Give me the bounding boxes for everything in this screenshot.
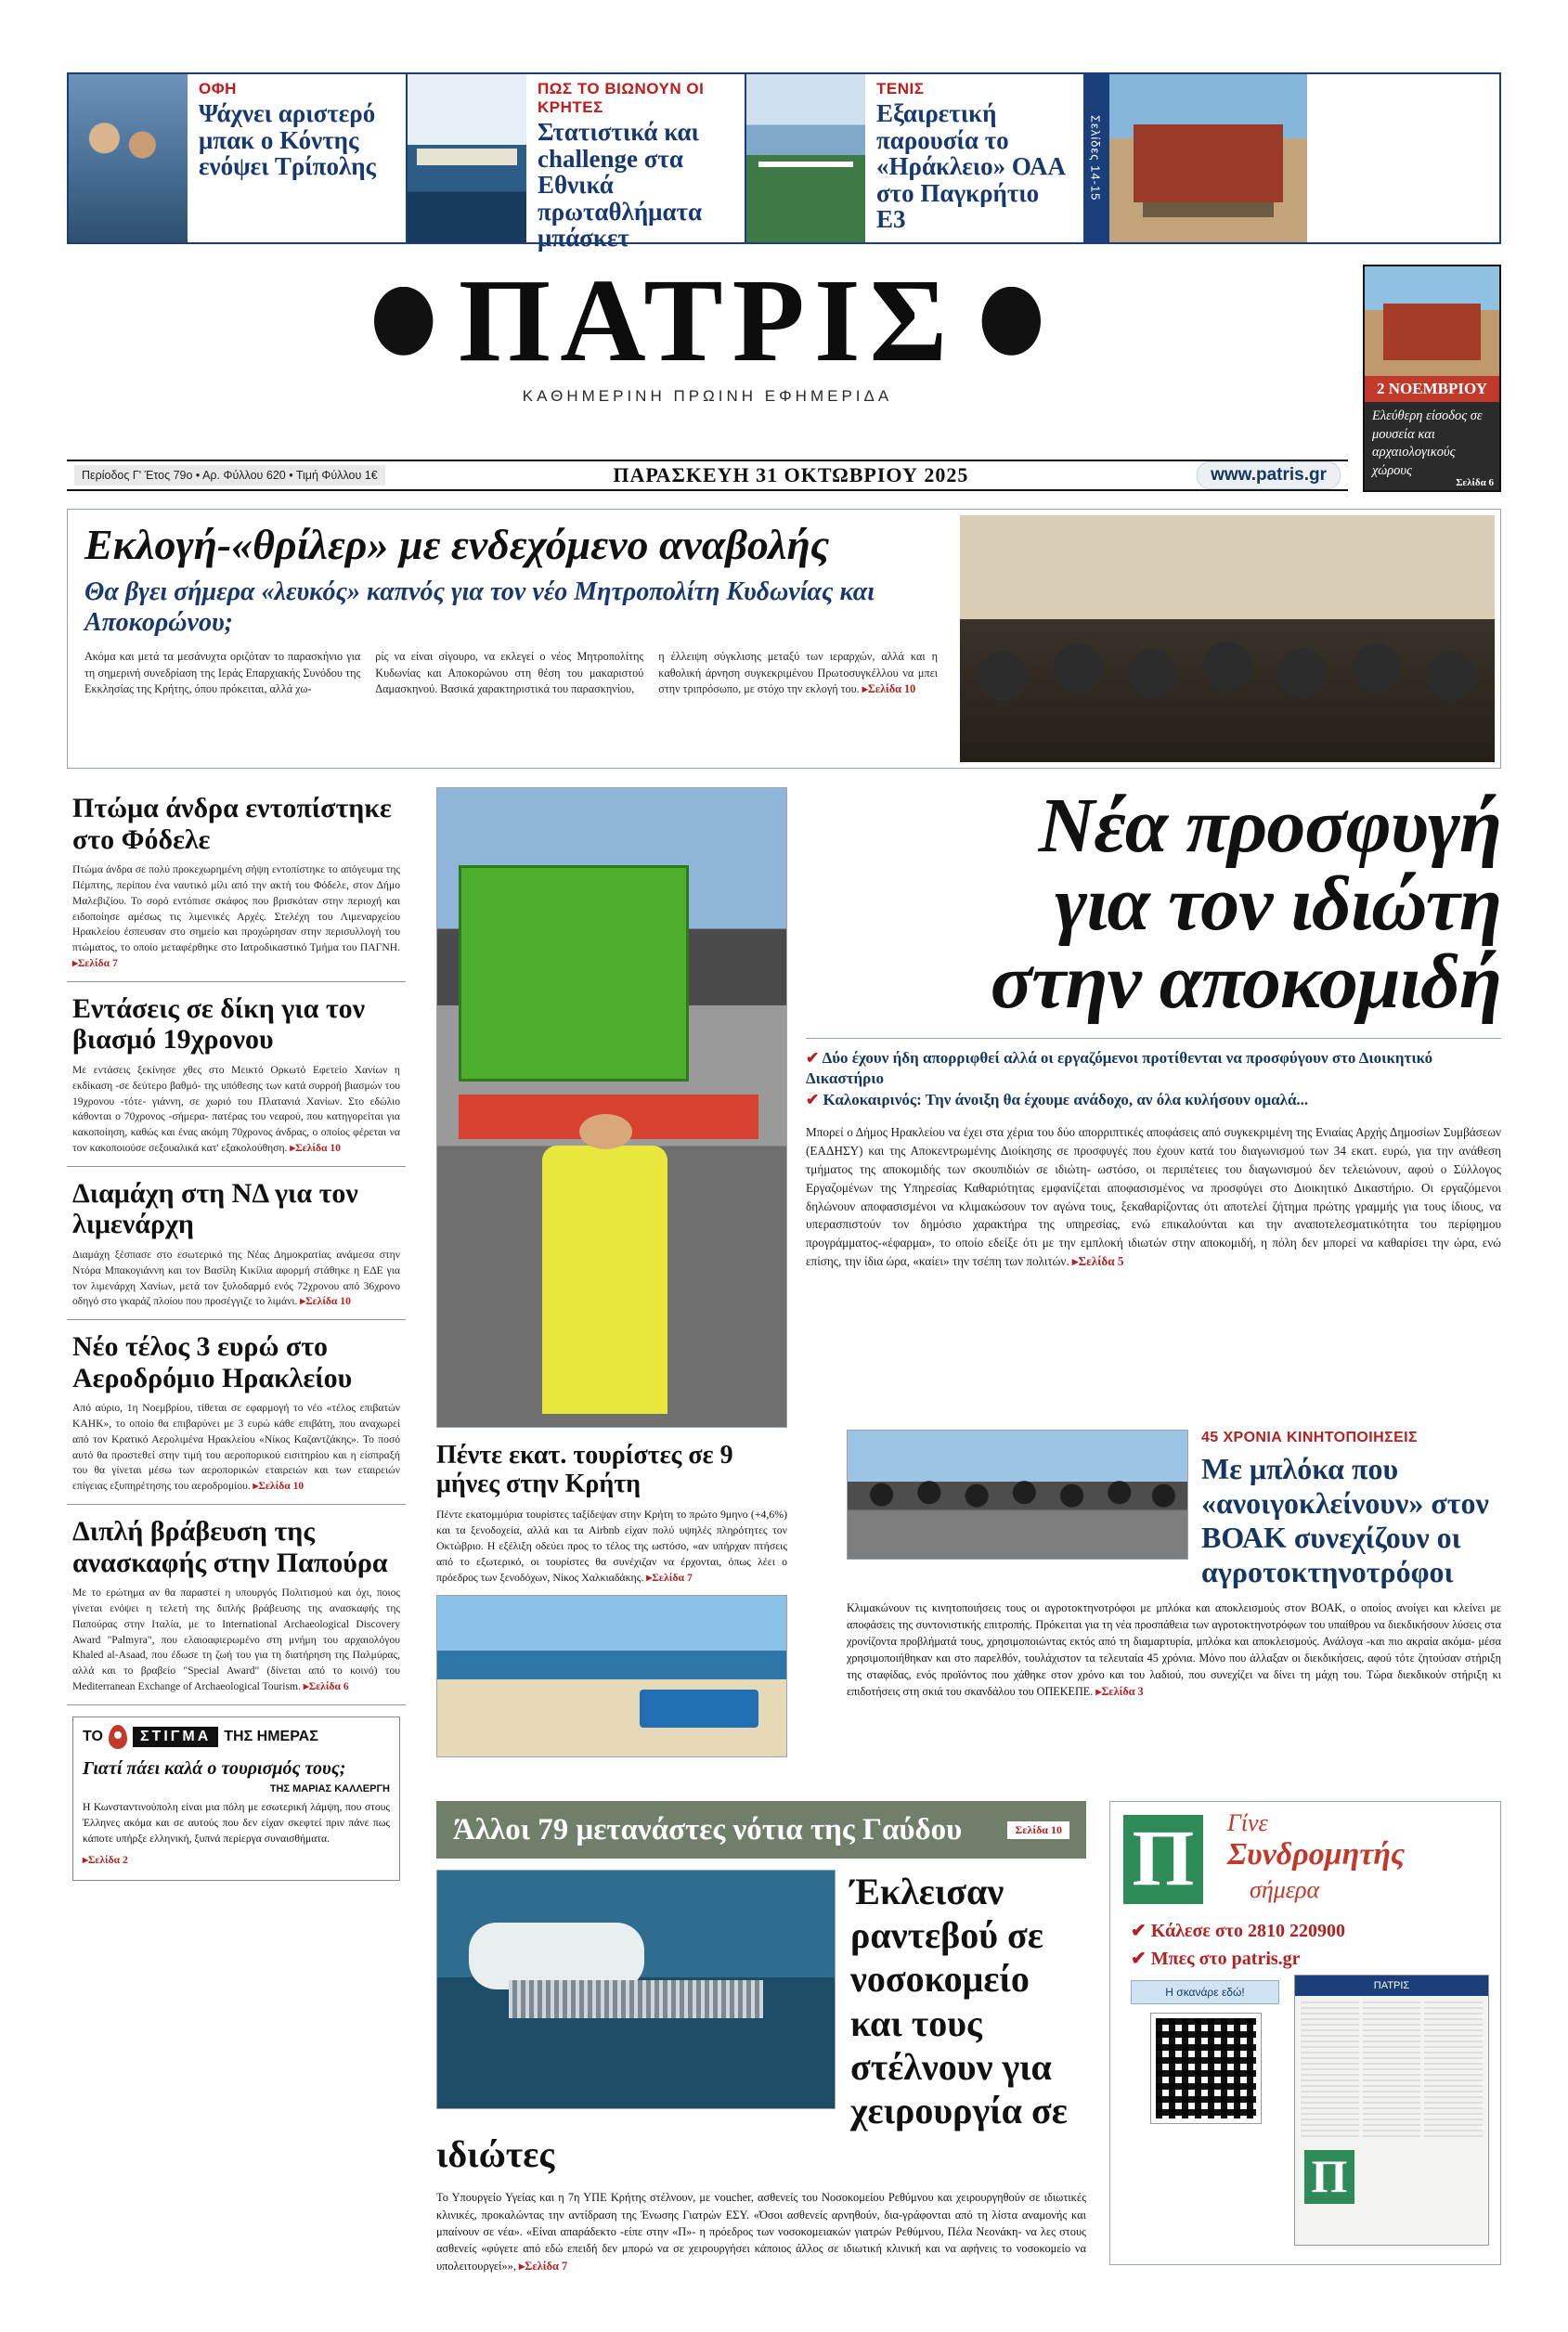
tourists-body	[436, 1507, 787, 1586]
brief-body-text: Με το ερώτημα αν θα παραστεί η υπουργός Πολιτισμού και όχι, ποιος γίνεται ενόψει η τελετή της διπλής βράβευσης της ανασκαφής της Παπούρας στην Ιταλία, με το International Archaeological Discovery Award "Palmyra", που ελαιοαφιερωμένο στη μνήμη του αρχαιολόγου Khaled al-Asaad, που έδωσε τη ζωή του για τη διατήρηση της Παλμύρας, αλλά και το βραβείο "Special Award" (δίνεται από το κοινό) του Mediterranean Exchange of Archaeological Tourism.	[72, 1587, 400, 1693]
brief-airport-fee[interactable]	[67, 1331, 406, 1505]
brief-body-text: Πτώμα άνδρα σε πολύ προκεχωρημένη σήψη εντοπίστηκε το απόγευμα της Πέμπτης, περίπου ένα ναυτικό μίλι από την ακτή του Φόδελε, στον Δήμο Μαλεβιζίου. Το σορό εντόπισε σκάφος που βρισκόταν στην περιοχή και ειδοποίησε αμέσως τις λιμενικές Αρχές. Στελέχη του Λιμεναρχείου Ηρακλείου έσπευσαν στο σημείο και προχώρησαν στην περισυλλογή του πτώματος, το οποίο μεταφέρθηκε στο Ιατροδικαστικό Τμήμα του ΠΑΓΝΗ.	[72, 863, 400, 954]
brief-page-link[interactable]: ▸ Σελίδα 10	[290, 1142, 341, 1154]
promo-headline: Εξαιρετική παρουσία το «Ηράκλειο» ΟΑΑ στο Παγκρήτιο Ε3	[876, 99, 1065, 234]
tourists-story[interactable]	[436, 1441, 787, 1757]
website-link[interactable]: www.patris.gr	[1197, 461, 1341, 489]
stigma-header	[83, 1725, 390, 1749]
museum-text-value: Ελεύθερη είσοδος σε μουσεία και αρχαιολογικούς χώρους	[1372, 408, 1483, 478]
brief-body	[72, 862, 400, 972]
lead-page-link[interactable]: ▸ Σελίδα 10	[862, 682, 915, 695]
brief-title: Πτώμα άνδρα εντοπίστηκε στο Φόδελε	[72, 793, 392, 855]
ad-scan-label: Η σκανάρε εδώ!	[1131, 1980, 1279, 2004]
stigma-of-the-day-box[interactable]	[72, 1717, 400, 1881]
promo-kicker: ΤΕΝΙΣ	[876, 80, 925, 97]
farmers-protest-photo	[847, 1430, 1188, 1560]
promo-headline: Στατιστικά και challenge στα Εθνικά πρωταθλήματα μπάσκετ	[538, 118, 703, 253]
promo-tennis[interactable]	[746, 74, 1109, 242]
lead-photo	[960, 515, 1495, 762]
stigma-body	[83, 1800, 390, 1847]
brief-title: Νέο τέλος 3 ευρώ στο Αεροδρόμιο Ηρακλείου	[72, 1331, 353, 1393]
museum-promo[interactable]	[1363, 265, 1501, 492]
tourists-title: Πέντε εκατ. τουρίστες σε 9 μήνες στην Κρήτη	[436, 1441, 733, 1499]
main-headline-line2: για τον ιδιώτη	[1055, 861, 1501, 947]
left-column	[67, 787, 406, 1881]
farmers-body	[847, 1600, 1501, 1700]
brief-body	[72, 1586, 400, 1695]
main-bullet-1-text: Δύο έχουν ήδη απορριφθεί αλλά οι εργαζόμενοι προτίθενται να προσφύγουν στο Διοικητικό Δικαστήριο	[806, 1049, 1433, 1088]
ad-subscriber-label: Συνδρομητής	[1227, 1837, 1406, 1872]
ad-web-line[interactable]: ✔ Μπες στο patris.gr	[1131, 1949, 1301, 1969]
lead-column-3-text: η έλλειψη σύγκλισης μεταξύ των ιεραρχών, αλλά και η καθολική άρνηση συγκεκριμένου Πρωτοσυγκέλλου να μπει στην τριπρόσωπο, με στόχο την εκλογή του.	[658, 650, 938, 696]
masthead	[67, 254, 1348, 406]
lead-subhead: Θα βγει σήμερα «λευκός» καπνός για τον νέο Μητροπολίτη Κυδωνίας και Αποκορώνου;	[84, 577, 875, 638]
main-page-link[interactable]: ▸ Σελίδα 5	[1072, 1254, 1124, 1268]
patris-logo-letter: Π	[1123, 1815, 1203, 1904]
brief-body	[72, 1063, 400, 1157]
stigma-label-to: ΤΟ	[83, 1728, 103, 1744]
brief-body-text: Διαμάχη ξέσπασε στο εσωτερικό της Νέας Δημοκρατίας ανάμεσα στην Ντόρα Μπακογιάννη και τον Βασίλη Κικίλια αφορμή στάθηκε η ΕΔΕ για τον λιμενάρχη Χανίων, μετά τον ξυλοδαρμό ενός 72χρονου από 36χρονο οδηγό στο γκαράζ πλοίου που προσέγγιζε το λιμάνι.	[72, 1248, 400, 1308]
ad-paper-column	[1363, 2002, 1421, 2141]
hospital-body	[436, 2189, 1086, 2274]
portrait-right-icon	[980, 287, 1042, 356]
brief-page-link[interactable]: ▸ Σελίδα 10	[300, 1295, 351, 1307]
promo-pages-label: Σελίδες 14-15	[1083, 74, 1108, 242]
museum-page: Σελίδα 6	[1456, 477, 1494, 489]
promo-kicker: ΠΩΣ ΤΟ ΒΙΩΝΟΥΝ ΟΙ ΚΡΗΤΕΣ	[538, 80, 705, 116]
promo-image-ofi	[69, 74, 188, 242]
page-title: ΠΑΤΡΙΣ	[458, 254, 957, 386]
brief-title: Διπλή βράβευση της ανασκαφής στην Παπούρα	[72, 1516, 388, 1578]
tourists-body-text: Πέντε εκατομμύρια τουρίστες ταξίδεψαν στην Κρήτη το πρώτο 9μηνο (+4,6%) και τα ξενοδοχεία, αλλά και τα Airbnb είχαν πολύ υψηλές πληρότητες τον Οκτώβριο. Η εξέλιξη οδεύει προς το τέλος της ωστόσο, «αν υπήρχαν πτήσεις από το εξωτερικό, οι τουρίστες θα συνέχιζαν να έρχονται, όπως λέει ο πρόεδρος των ξενοδόχων, Νίκος Χαλκιαδάκης.	[436, 1507, 787, 1585]
farmers-kicker: 45 ΧΡΟΝΙΑ ΚΙΝΗΤΟΠΟΙΗΣΕΙΣ	[1201, 1430, 1418, 1445]
ad-newspaper-preview	[1294, 1975, 1489, 2246]
publication-date: ΠΑΡΑΣΚΕΥΗ 31 ΟΚΤΩΒΡΙΟΥ 2025	[613, 463, 969, 486]
brief-body	[72, 1248, 400, 1310]
ad-paper-column	[1424, 2002, 1483, 2141]
main-body	[806, 1123, 1501, 1270]
beach-photo	[436, 1595, 787, 1757]
ad-paper-column	[1301, 2002, 1359, 2141]
qr-code-icon[interactable]	[1151, 2014, 1261, 2123]
brief-excavation-award[interactable]	[67, 1516, 406, 1705]
garbage-truck-photo	[436, 787, 787, 1428]
main-headline-line3: στην αποκομιδή	[990, 939, 1501, 1025]
brief-title: Εντάσεις σε δίκη για τον βιασμό 19χρονου	[72, 992, 366, 1056]
surgery-photo	[436, 1870, 836, 2109]
farmers-title: Με μπλόκα που «ανοιγοκλείνουν» στον ΒΟΑΚ συνεχίζουν οι αγροτοκτηνοτρόφοι	[1201, 1452, 1489, 1589]
brief-page-link[interactable]: ▸ Σελίδα 6	[304, 1680, 349, 1692]
brief-nd-dispute[interactable]	[67, 1178, 406, 1320]
lead-headline: Εκλογή-«θρίλερ» με ενδεχόμενο αναβολής	[84, 521, 830, 568]
main-bullets	[806, 1038, 1501, 1110]
lead-story[interactable]	[67, 509, 1501, 769]
masthead-subtitle: ΚΑΘΗΜΕΡΙΝΗ ΠΡΩΙΝΗ ΕΦΗΜΕΡΙΔΑ	[522, 386, 893, 405]
top-promo-strip	[67, 72, 1501, 253]
brief-body-text: Με εντάσεις ξεκίνησε χθες στο Μεικτό Ορκωτό Εφετείο Χανίων η εκδίκαση -σε δεύτερο βαθμό- της υπόθεσης των κατά συρροή βιασμών του 19χρονου -τότε- γιάννη, σε χωριό του Πλατανιά Χανίων. Στο εδώλιο κάθονται ο 70χρονος -σήμερα- πατέρας του νεαρού, που κατηγορείται για κακοποίηση, καθώς και ένας ακόμη 70χρονος άνδρας, ο οποίος φέρεται να τον κακοποιούσε σεξουαλικά κατ' εξακολούθηση.	[72, 1063, 400, 1154]
promo-image-basketball	[408, 74, 526, 242]
farmers-story[interactable]	[847, 1430, 1501, 1700]
promo-headline: Ψάχνει αριστερό μπακ ο Κόντης ενόψει Τρίπολης	[199, 99, 376, 181]
museum-photo	[1365, 266, 1499, 376]
brief-body-text: Από αύριο, 1η Νοεμβρίου, τίθεται σε εφαρμογή το νέο «τέλος επιβατών ΚΑΗΚ», το οποίο θα επιβαρύνει με 3 ευρώ κάθε επιβάτη, που αναχωρεί από τον Κρατικό Αερολιμένα Ηρακλείου «Νίκος Καζαντζάκης». Το ποσό αυτό θα προστεθεί στην τιμή του αεροπορικού εισιτηρίου και η είσπραξή του θα γίνεται μέσω των αεροπορικών εταιρειών και των εταιρειών επίγειας εξυπηρέτησης του αεροδρομίου.	[72, 1402, 400, 1493]
info-bar	[67, 460, 1348, 491]
brief-page-link[interactable]: ▸ Σελίδα 7	[72, 957, 118, 969]
museum-text	[1365, 402, 1499, 492]
farmers-body-text: Κλιμακώνουν τις κινητοποιήσεις τους οι αγροτοκτηνοτρόφοι με μπλόκα και αποκλεισμούς στον ΒΟΑΚ, ο οποίος ανοίγει και κλείνει με αποφάσεις της συντονιστικής επιτροπής. Πρόκειται για τη νέα προσπάθεια των αγροτοκτηνοτρόφων του υπαίθρου να διεκδικήσουν λύσεις στα χρονίζοντα προβλήματά τους, χρησιμοποιώντας εκτός από τη διαμαρτυρία, μπλόκα και αποκλεισμούς. Ανάλογα -και πιο ακραία ακόμα- μέσα χρησιμοποιήθηκαν και στο παρελθόν, τουλάχιστον τα τελευταία 45 χρόνια. Μόνο που άλλαξαν οι διεκδικήσεις, αφού τότε ζητούσαν στήριξη της σταφίδας, ενός προϊόντος που χάθηκε στον χρόνο και του λαδιού, που συνεχίζει να δίνει τη μάχη του. Τώρα διεκδικούν στήριξη κι επιδοτήσεις στη σκιά του σκανδάλου του ΟΠΕΚΕΠΕ.	[847, 1601, 1501, 1698]
stigma-page-link[interactable]: ▸ Σελίδα 2	[83, 1854, 128, 1866]
lead-column-3	[658, 649, 938, 697]
promo-image-tennis	[746, 74, 865, 242]
hospital-story[interactable]	[436, 1870, 1086, 2274]
hospital-body-text: Το Υπουργείο Υγείας και η 7η ΥΠΕ Κρήτης στέλνουν, με voucher, ασθενείς του Νοσοκομείου Ρεθύμνου και χειρουργηθούν σε ιδιωτικές κλινικές, προκαλώντας την αντίδραση της Ένωσης Γιατρών ΕΣΥ. «Όσοι ασθενείς αρνηθούν, δια-γράφονται από τη λίστα αναμονής και μπαίνουν σε νέα». «Είναι απαράδεκτο -είπε στην «Π»- η πρόεδρος των νοσοκομειακών γιατρών Ρεθύμνου, Πέλα Νεονάκη- να λες στους ασθενείς «φύγετε από εδώ επειδή δεν μπορώ να σε χειρουργήσει κάποιος άλλος σε ιδιωτική κλινική και να αφήνεις το νοσοκομείο να υπολειτουργεί»»,	[436, 2191, 1086, 2273]
location-pin-icon	[109, 1725, 127, 1749]
ad-today-label: σήμερα	[1250, 1876, 1320, 1903]
main-headline-line1: Νέα προσφυγή	[1038, 783, 1501, 869]
brief-rape-trial[interactable]	[67, 993, 406, 1167]
promo-basketball[interactable]	[408, 74, 746, 253]
lead-column-1: Ακόμα και μετά τα μεσάνυχτα οριζόταν το παρασκήνιο για τη σημερινή συνεδρίαση της Ιεράς Επαρχιακής Συνόδου της Εκκλησίας της Κρήτης, όπου πρόκειται, αλλά χω-	[84, 650, 361, 696]
migrants-banner[interactable]	[436, 1801, 1086, 1859]
museum-date: 2 ΝΟΕΜΒΡΙΟΥ	[1365, 376, 1499, 402]
lead-column-2: ρίς να είναι σίγουρο, να εκλεγεί ο νέος Μητροπολίτης Κυδωνίας και Αποκορώνου στη θέση του μακαριστού Δαμασκηνού. Βασικά χαρακτηριστικά του παρασκηνίου,	[375, 650, 644, 696]
hospital-page-link[interactable]: ▸ Σελίδα 7	[519, 2260, 567, 2273]
tourists-page-link[interactable]: ▸ Σελίδα 7	[646, 1571, 693, 1584]
subscription-ad[interactable]	[1109, 1801, 1501, 2265]
ad-gine-label: Γίνε	[1227, 1809, 1268, 1836]
farmers-page-link[interactable]: ▸ Σελίδα 3	[1095, 1685, 1143, 1698]
brief-title: Διαμάχη στη ΝΔ για τον λιμενάρχη	[72, 1177, 358, 1240]
stigma-label-of-day: ΤΗΣ ΗΜΕΡΑΣ	[224, 1728, 318, 1744]
brief-page-link[interactable]: ▸ Σελίδα 10	[253, 1480, 305, 1492]
stigma-label: ΣΤΙΓΜΑ	[133, 1727, 218, 1747]
stigma-title: Γιατί πάει καλά ο τουρισμός τους;	[83, 1757, 346, 1779]
ad-paper-logo-letter: Π	[1304, 2150, 1354, 2204]
main-bullet-2: ✔ Καλοκαιρινός: Την άνοιξη θα έχουμε ανάδοχο, αν όλα κυλήσουν ομαλά...	[806, 1090, 1309, 1108]
promo-image-knossos	[1109, 74, 1307, 242]
hospital-title: Έκλεισαν ραντεβού σε νοσοκομείο και τους στέλνουν για χειρουργία σε ιδιώτες	[436, 1871, 1068, 2176]
issue-info: Περίοδος Γ' Έτος 79ο • Αρ. Φύλλου 620 • Τιμή Φύλλου 1€	[74, 465, 385, 486]
ad-web-text: Μπες στο patris.gr	[1150, 1949, 1301, 1969]
portrait-left-icon	[373, 287, 434, 356]
stigma-byline: ΤΗΣ ΜΑΡΙΑΣ ΚΑΛΛΕΡΓΗ	[269, 1782, 390, 1794]
main-bullet-2-text: Καλοκαιρινός: Την άνοιξη θα έχουμε ανάδοχο, αν όλα κυλήσουν ομαλά...	[823, 1090, 1309, 1108]
main-story[interactable]	[806, 783, 1501, 1271]
main-body-text: Μπορεί ο Δήμος Ηρακλείου να έχει στα χέρια του δύο απορριπτικές αποφάσεις από συγκεκριμένη της Ενιαίας Αρχής Δημοσίων Συμβάσεων (ΕΑΔΗΣΥ) και της Αποκεντρωμένης Διοίκησης σε προσφυγές που έχουν κατά του διαγωνισμού των 34 εκατ. ευρώ, για την ανάθεση τμήματος της αποκομιδής των σκουπιδιών σε ιδιώτη- ωστόσο, οι περιπέτειες του διαγωνισμού δεν τελειώνουν, αφού ο Σύλλογος Εργαζομένων της Υπηρεσίας Καθαριότητας εμφανίζεται αποφασισμένος να προσφύγει στο Διοικητικό Δικαστήριο. Οι εργαζόμενοι δηλώνουν αποφασισμένοι να κλιμακώσουν τον αγώνα τους, ξεκαθαρίζοντας ότι αποτελεί ζήτημα πρώτης γραμμής για τους ίδιους, να υπερασπιστούν τον δημόσιο χαρακτήρα της υπηρεσίας, ενώ επικαλούνται και την αναποτελεσματικότητα του περίφημου προγράμματος-«έφαρμα», το οποίο εδείξε ότι με την εμπλοκή ιδιωτών στην αποκομιδή, η πόλη δεν μπορεί να καθαρίσει την ώρα, ενώ επίσης, την ίδια ώρα, «καίει» την τσέπη των πολιτών.	[806, 1125, 1501, 1268]
promo-ofi[interactable]	[69, 74, 408, 242]
main-bullet-1: ✔ Δύο έχουν ήδη απορριφθεί αλλά οι εργαζόμενοι προτίθενται να προσφύγουν στο Διοικητικό Δικαστήριο	[806, 1049, 1433, 1088]
ad-paper-name: ΠΑΤΡΙΣ	[1295, 1976, 1488, 1996]
ad-phone-text: Κάλεσε στο 2810 220900	[1150, 1921, 1345, 1941]
main-headline	[806, 783, 1501, 1025]
promo-kicker: ΟΦΗ	[199, 80, 237, 97]
migrants-page-link[interactable]: Σελίδα 10	[1007, 1821, 1069, 1839]
brief-body	[72, 1401, 400, 1495]
stigma-body-text: Η Κωνσταντινούπολη είναι μια πόλη με εσωτερική λάμψη, που στους Έλληνες ακόμα και σε αυτούς που δεν είχαν σκεφτεί πριν πάνε πως κάποτε υπήρξε ελληνική, ξυπνά περίεργα συναισθήματα.	[83, 1800, 390, 1845]
ad-phone-line[interactable]: ✔ Κάλεσε στο 2810 220900	[1131, 1921, 1345, 1941]
brief-body-found[interactable]	[67, 793, 406, 982]
migrants-title: Άλλοι 79 μετανάστες νότια της Γαύδου	[453, 1812, 963, 1846]
